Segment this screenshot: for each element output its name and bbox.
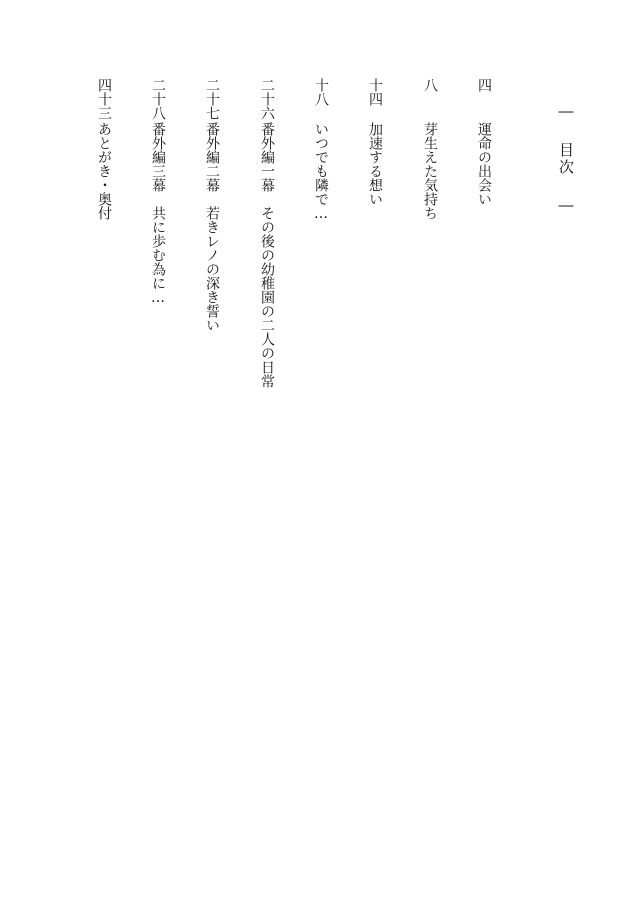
toc-entry-title: 運命の出会い <box>476 122 492 206</box>
toc-entry <box>148 78 168 306</box>
toc-entry <box>257 78 277 388</box>
toc-page-number: 二十七 <box>204 78 220 120</box>
toc-entry-title: いつでも隣で… <box>313 122 329 222</box>
toc-entry-title: 加速する想い <box>367 122 383 206</box>
toc-entry <box>94 78 114 220</box>
toc-page-number: 十八 <box>313 78 329 106</box>
toc-page-number: 四 <box>476 78 492 92</box>
toc-page-number: 十四 <box>367 78 383 106</box>
toc-entry <box>311 78 331 222</box>
toc-entry <box>202 78 222 332</box>
toc-entry <box>474 78 494 206</box>
toc-heading: ― 目次 ― <box>557 102 575 216</box>
toc-page-number: 四十三 <box>96 78 112 120</box>
toc-entry-title: あとがき・奥付 <box>96 122 112 220</box>
toc-entry-title: 番外編三幕 共に歩む為に… <box>150 122 166 306</box>
toc-entry-title: 番外編一幕 その後の幼稚園の二人の日常 <box>259 122 275 388</box>
toc-entry <box>365 78 385 206</box>
toc-page-number: 八 <box>422 78 438 92</box>
toc-entry <box>420 78 440 220</box>
toc-entry-title: 芽生えた気持ち <box>422 122 438 220</box>
toc-page-number: 二十八 <box>150 78 166 120</box>
toc-entry-title: 番外編二幕 若きレノの深き誓い <box>204 122 220 332</box>
toc-page-number: 二十六 <box>259 78 275 120</box>
